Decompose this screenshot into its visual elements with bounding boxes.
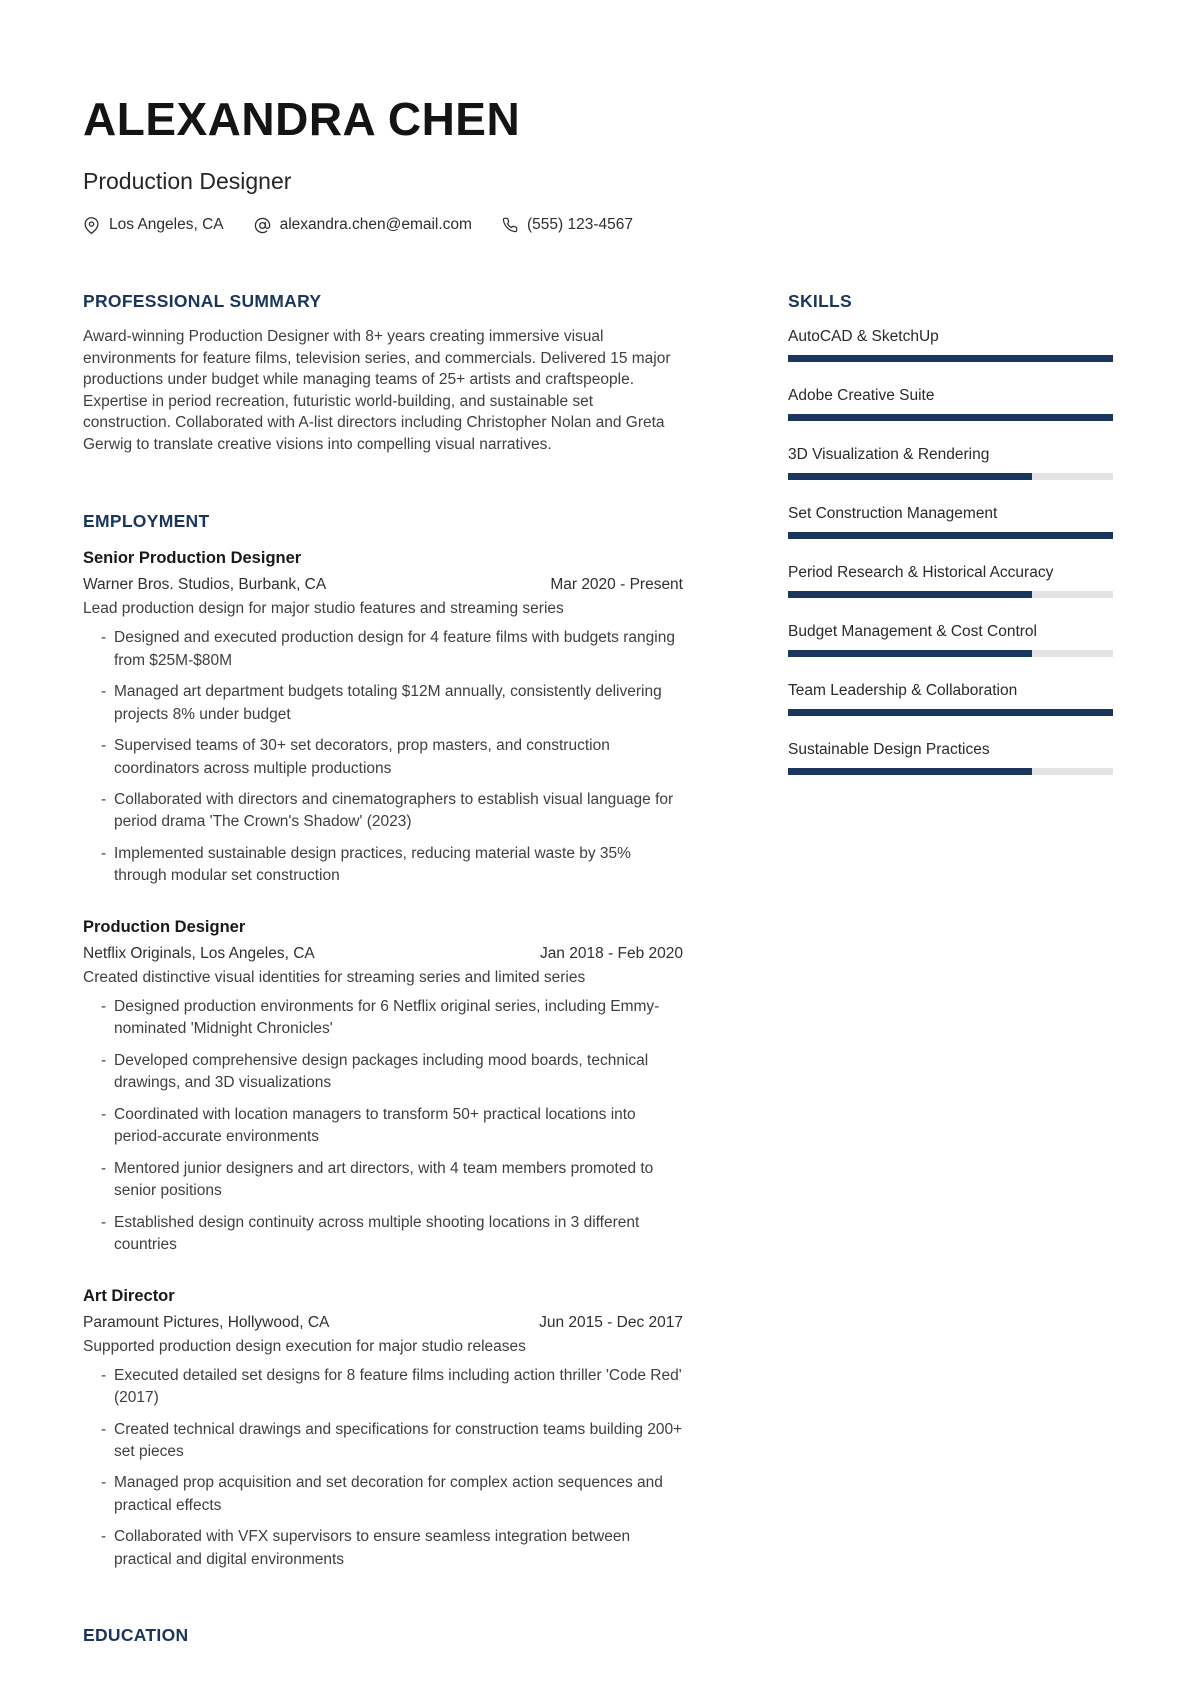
job-bullet [83,1104,683,1149]
skill-item [788,505,1113,539]
job-bullet [83,1419,683,1464]
at-sign-icon [254,217,271,234]
bullet-dash: - [101,1474,107,1492]
bullet-text: Implemented sustainable design practices, reducing material waste by 35% through modular set construction [114,844,631,885]
job-bullets [83,627,683,888]
skills-heading: SKILLS [788,291,853,311]
skill-bar-fill [788,591,1032,598]
bullet-dash: - [101,737,107,755]
job-bullet [83,789,683,834]
job-lead: Supported production design execution for major studio releases [83,1337,526,1355]
job-bullet [83,681,683,726]
job-title: Art Director [83,1286,175,1305]
skill-bar-track [788,473,1113,480]
location-pin-icon [83,217,100,234]
summary-heading: PROFESSIONAL SUMMARY [83,291,322,311]
bullet-text: Collaborated with directors and cinematographers to establish visual language for period drama 'The Crown's Shadow' (2023) [114,791,674,831]
skill-label: Sustainable Design Practices [788,741,990,758]
contact-phone-text: (555) 123-4567 [526,216,633,233]
job-entry [83,549,683,888]
skill-label: Team Leadership & Collaboration [788,682,1018,699]
bullet-text: Designed production environments for 6 Netflix original series, including Emmy-nominated 'Midnight Chronicles' [114,997,660,1038]
job-bullets [83,996,683,1257]
skill-bar-fill [788,532,1113,539]
job-company: Warner Bros. Studios, Burbank, CA [83,576,327,594]
bullet-dash: - [101,683,107,701]
job-dates: Jan 2018 - Feb 2020 [539,944,683,962]
person-name: ALEXANDRA CHEN [83,93,521,145]
bullet-text: Collaborated with VFX supervisors to ensure seamless integration between practical and digital environments [114,1528,631,1568]
bullet-text: Managed art department budgets totaling $12M annually, consistently delivering projects 8% under budget [114,683,662,723]
skill-label: 3D Visualization & Rendering [788,446,990,463]
bullet-text: Supervised teams of 30+ set decorators, prop masters, and construction coordinators across multiple productions [114,737,610,777]
job-dates: Mar 2020 - Present [550,576,683,594]
education-section [83,1625,683,1646]
skill-item [788,446,1113,480]
bullet-dash: - [101,629,107,647]
job-meta [83,576,683,594]
skill-bar-fill [788,650,1032,657]
bullet-text: Managed prop acquisition and set decoration for complex action sequences and practical effects [114,1474,663,1514]
employment-section [83,511,683,1571]
contact-row [83,216,1113,234]
skill-item [788,682,1113,716]
bullet-text: Created technical drawings and specifications for construction teams building 200+ set pieces [114,1420,683,1460]
skill-item [788,564,1113,598]
skill-bar-fill [788,414,1113,421]
job-bullet [83,1158,683,1203]
job-bullet [83,627,683,672]
bullet-dash: - [101,844,107,862]
contact-email [254,216,472,234]
skill-label: Period Research & Historical Accuracy [788,564,1054,581]
bullet-dash: - [101,791,107,808]
job-bullet [83,1050,683,1095]
skill-bar-fill [788,473,1032,480]
skill-bar-track [788,532,1113,539]
contact-email-text: alexandra.chen@email.com [279,216,472,233]
job-meta [83,945,683,963]
job-entry [83,918,683,1257]
bullet-text: Mentored junior designers and art directors, with 4 team members promoted to senior positions [114,1159,654,1200]
skill-bar-track [788,768,1113,775]
skill-label: AutoCAD & SketchUp [788,328,939,345]
contact-location [83,216,224,234]
skill-bar-track [788,591,1113,598]
skill-bar-fill [788,355,1113,362]
summary-section [83,291,683,455]
bullet-dash: - [101,1213,107,1231]
job-bullet [83,1365,683,1410]
skill-item [788,387,1113,421]
job-bullet [83,1212,683,1257]
skills-section [788,291,1113,775]
bullet-dash: - [101,1420,107,1438]
skill-item [788,741,1113,775]
sidebar-column [788,291,1113,800]
jobs-list [83,549,683,1571]
skill-item [788,328,1113,362]
skill-bar-track [788,414,1113,421]
job-title: Production Designer [83,917,246,936]
bullet-text: Executed detailed set designs for 8 feature films including action thriller 'Code Red' (2017) [114,1366,682,1407]
person-title: Production Designer [83,168,292,194]
bullet-dash: - [101,1051,107,1069]
skill-label: Budget Management & Cost Control [788,623,1037,640]
job-bullet [83,1526,683,1571]
job-bullets [83,1365,683,1572]
bullet-text: Coordinated with location managers to transform 50+ practical locations into period-accurate environments [114,1105,636,1146]
skill-bar-track [788,709,1113,716]
bullet-text: Designed and executed production design for 4 feature films with budgets ranging from $25M-$80M [114,629,675,669]
job-bullet [83,1472,683,1517]
job-dates: Jun 2015 - Dec 2017 [539,1313,683,1331]
job-company: Netflix Originals, Los Angeles, CA [83,944,315,962]
bullet-dash: - [101,1159,107,1177]
bullet-text: Developed comprehensive design packages including mood boards, technical drawings, and 3D visualizations [114,1051,649,1092]
skill-bar-fill [788,768,1032,775]
skill-bar-track [788,650,1113,657]
skill-item [788,623,1113,657]
employment-heading: EMPLOYMENT [83,511,210,532]
summary-text: Award-winning Production Designer with 8+ years creating immersive visual environments for feature films, television series, and commercials. Delivered 15 major productions under budget while managing teams of 25+ artists and craftspeople. Expertise in period recreation, futuristic world-building, and sustainable set construction. Collaborated with A-list directors including Christopher Nolan and Greta Gerwig to translate creative visions into compelling visual narratives. [83,328,671,453]
job-bullet [83,843,683,888]
two-column-layout [83,291,1113,1646]
bullet-dash: - [101,1105,107,1123]
job-entry [83,1287,683,1572]
job-bullet [83,996,683,1041]
skill-label: Adobe Creative Suite [788,387,935,404]
job-title: Senior Production Designer [83,549,302,568]
skills-list [788,328,1113,775]
bullet-dash: - [101,1528,107,1546]
skill-label: Set Construction Management [788,505,998,522]
education-heading: EDUCATION [83,1625,189,1646]
job-company: Paramount Pictures, Hollywood, CA [83,1313,330,1331]
skill-bar-fill [788,709,1113,716]
job-meta [83,1314,683,1332]
bullet-dash: - [101,1366,107,1384]
phone-icon [502,217,518,233]
job-lead: Lead production design for major studio features and streaming series [83,600,564,618]
main-column [83,291,683,1646]
job-lead: Created distinctive visual identities for streaming series and limited series [83,968,586,986]
contact-location-text: Los Angeles, CA [109,216,224,233]
job-bullet [83,735,683,780]
skill-bar-track [788,355,1113,362]
contact-phone [502,216,633,234]
bullet-dash: - [101,997,107,1015]
bullet-text: Established design continuity across multiple shooting locations in 3 different countries [114,1213,640,1254]
